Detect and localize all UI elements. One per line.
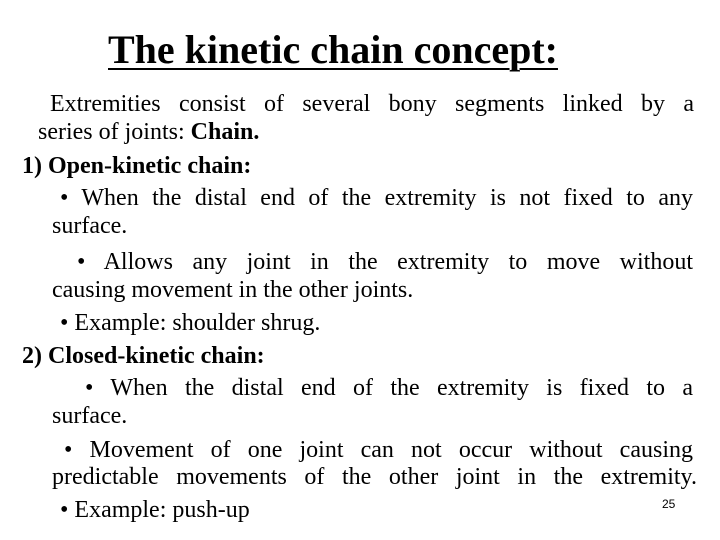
intro-line-2 bbox=[38, 118, 259, 146]
open-chain-bullet-1-line-2: surface. bbox=[52, 213, 128, 239]
open-chain-bullet-2-line-1: • Allows any joint in the extremity to move without bbox=[77, 249, 693, 275]
intro-line-2-text: series of joints: bbox=[38, 119, 191, 145]
intro-line-1: Extremities consist of several bony segments linked by a bbox=[50, 91, 694, 117]
page-number: 25 bbox=[662, 497, 676, 511]
open-chain-bullet-3: • Example: shoulder shrug. bbox=[60, 310, 321, 336]
closed-chain-bullet-1-line-1: • When the distal end of the extremity is fixed to a bbox=[85, 375, 693, 401]
closed-chain-bullet-2-line-2: predictable movements of the other joint in the extremity. bbox=[52, 464, 697, 490]
intro-chain-term: Chain. bbox=[190, 119, 260, 145]
closed-chain-heading: 2) Closed-kinetic chain: bbox=[22, 343, 265, 369]
closed-chain-bullet-3: • Example: push-up bbox=[60, 497, 250, 523]
slide-title: The kinetic chain concept: bbox=[108, 27, 558, 72]
closed-chain-bullet-2-line-1: • Movement of one joint can not occur without causing bbox=[64, 437, 693, 463]
open-chain-bullet-2-line-2: causing movement in the other joints. bbox=[52, 277, 414, 303]
open-chain-bullet-1-line-1: • When the distal end of the extremity is not fixed to any bbox=[60, 185, 693, 211]
open-chain-heading: 1) Open-kinetic chain: bbox=[22, 153, 252, 179]
closed-chain-bullet-1-line-2: surface. bbox=[52, 403, 128, 429]
